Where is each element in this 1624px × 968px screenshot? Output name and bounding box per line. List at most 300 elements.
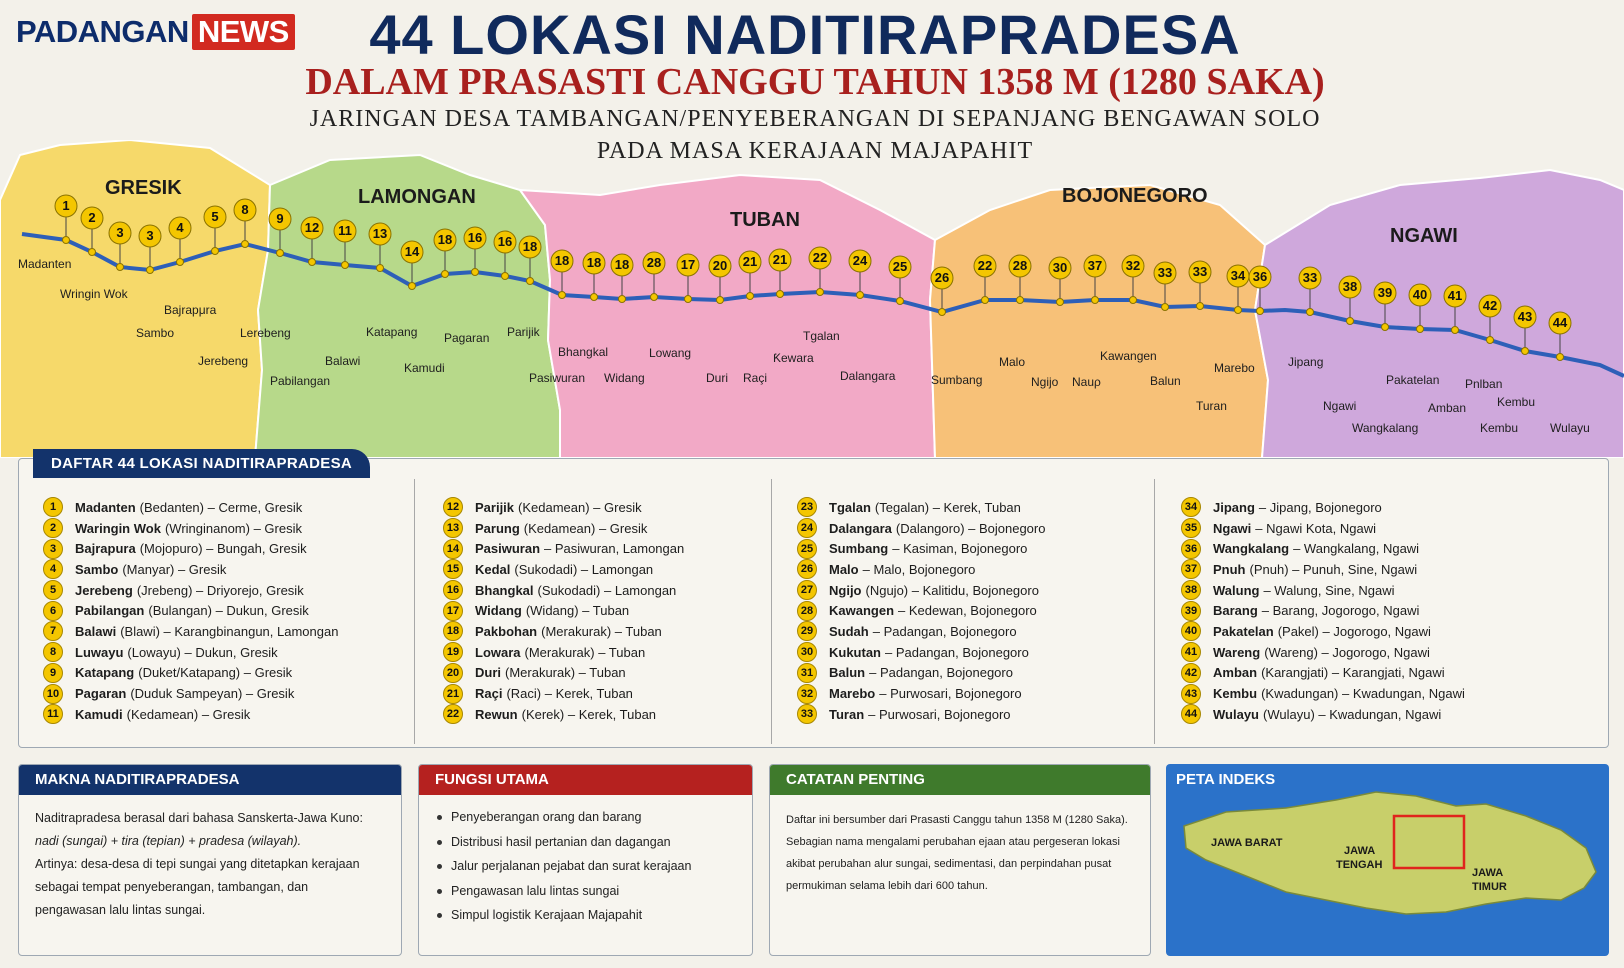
list-item-number: 12 [443,497,463,517]
list-item-name: Malo [829,561,859,577]
marker-number: 22 [977,258,993,273]
list-item-detail: (Sukodadi) – Lamongan [514,561,654,577]
list-item [43,580,338,601]
list-item [797,538,1045,559]
place-label: Bajrapμra [164,303,217,317]
region-bojonegoro-area [930,185,1268,458]
list-item-detail: (Merakurak) – Tuban [524,644,646,660]
list-item [443,704,684,725]
marker-number: 16 [497,234,513,249]
marker-number: 42 [1482,298,1498,313]
marker-number: 33 [1157,265,1173,280]
list-item-number: 13 [443,518,463,538]
marker-number: 25 [892,259,908,274]
list-item-detail: – Wangkalang, Ngawi [1293,541,1420,557]
makna-body [19,795,401,934]
list-item-number: 19 [443,642,463,662]
marker-number: 5 [211,209,219,224]
list-item-detail: (Manyar) – Gresik [122,561,227,577]
marker-number: 28 [1012,258,1028,273]
list-item-detail: (Mojopuro) – Bungah, Gresik [139,541,307,557]
list-item-number: 11 [43,704,63,724]
place-label: Kembu [1480,421,1519,435]
list-item [797,663,1045,684]
place-label: Katapang [366,325,418,339]
fungsi-item: Penyeberangan orang dan barang [435,805,736,830]
marker-number: 41 [1447,288,1463,303]
fungsi-item: Jalur perjalanan pejabat dan surat kerajaan [435,854,736,879]
column-divider [771,479,772,744]
list-item-number: 27 [797,580,817,600]
list-item-number: 24 [797,518,817,538]
fungsi-item: Simpul logistik Kerajaan Majapahit [435,903,736,928]
list-item-number: 38 [1181,580,1201,600]
list-item-name: Bhangkal [475,582,534,598]
list-item [43,642,338,663]
marker-number: 21 [742,254,758,269]
place-label: Kembu [1497,395,1536,409]
place-label: Pagaran [444,331,490,345]
list-item [43,497,338,518]
list-item [43,683,338,704]
list-item-detail: (Merakurak) – Tuban [541,623,662,639]
list-item-detail: – Walung, Sine, Ngawi [1263,582,1395,598]
marker-number: 20 [712,258,728,273]
list-item-number: 9 [43,663,63,683]
marker-number: 26 [934,270,950,285]
place-label: Raçi [743,371,768,385]
marker-number: 37 [1087,258,1103,273]
place-label: Balawi [325,354,361,368]
list-item-detail: – Purwosari, Bojonegoro [868,706,1011,722]
list-item-name: Balawi [75,623,117,639]
list-item-detail: (Jrebeng) – Driyorejo, Gresik [136,582,304,598]
marker-number: 40 [1412,287,1428,302]
index-map-title: PETA INDEKS [1176,771,1276,788]
place-label: Dalangara [840,369,896,383]
list-item-name: Tgalan [829,499,871,515]
marker-number: 11 [338,223,352,238]
makna-box [18,764,402,956]
place-label: Balun [1150,374,1181,388]
list-item [1181,683,1465,704]
list-item [1181,704,1465,725]
list-item [43,518,338,539]
list-item-detail: (Kedamean) – Gresik [126,706,251,722]
marker-number: 44 [1552,315,1568,330]
list-item-number: 20 [443,663,463,683]
list-item-name: Luwayu [75,644,124,660]
list-item-name: Pakbohan [475,623,538,639]
list-item-detail: (Raci) – Kerek, Tuban [506,686,633,702]
place-label: Sambo [136,326,175,340]
index-label-jawa-tengah: TENGAH [1336,859,1383,871]
list-item [1181,642,1465,663]
list-item [443,518,684,539]
list-item [43,704,338,725]
list-item-detail: – Jipang, Bojonegoro [1258,499,1382,515]
makna-title: MAKNA NADITIRAPRADESA [19,765,401,795]
list-item-detail: (Kwadungan) – Kwadungan, Ngawi [1261,686,1465,702]
list-item-name: Pabilangan [75,603,145,619]
list-item-name: Widang [475,603,522,619]
list-item [443,497,684,518]
marker-number: 3 [116,225,124,240]
marker-number: 9 [276,211,284,226]
java-island-shape [1184,792,1596,914]
list-item [1181,663,1465,684]
list-item-number: 30 [797,642,817,662]
list-item-number: 14 [443,539,463,559]
marker-number: 33 [1192,264,1208,279]
region-label-ngawi: NGAWI [1390,225,1458,247]
list-item-detail: (Pakel) – Jogorogo, Ngawi [1277,623,1431,639]
marker-number: 13 [372,226,388,241]
list-item [443,683,684,704]
list-item [797,642,1045,663]
list-item-detail: (Karangjati) – Karangjati, Ngawi [1261,665,1445,681]
logo [16,14,295,50]
index-label-jawa-timur: JAWA [1472,867,1504,879]
list-item [1181,580,1465,601]
place-label: Madanten [18,257,72,271]
list-item-name: Katapang [75,665,135,681]
place-label: Tgalan [803,329,840,343]
list-item-number: 5 [43,580,63,600]
makna-line: Naditrapradesa berasal dari bahasa Sanskerta-Jawa Kuno: [35,811,363,825]
list-item-detail: (Wringinanom) – Gresik [164,520,302,536]
place-label: Widang [604,371,645,385]
makna-line: sebagai tempat penyeberangan, tambangan, dan [35,880,309,894]
index-map-box [1166,764,1609,956]
list-item [797,497,1045,518]
list-item-name: Barang [1213,603,1258,619]
fungsi-body [419,795,752,940]
list-item-number: 31 [797,663,817,683]
list-item-detail: – Padangan, Bojonegoro [872,623,1017,639]
list-item-number: 39 [1181,601,1201,621]
page-subtitle: DALAM PRASASTI CANGGU TAHUN 1358 M (1280 SAKA) [305,61,1325,103]
list-item-number: 36 [1181,539,1201,559]
list-item-name: Sudah [829,623,869,639]
list-item-detail: – Padangan, Bojonegoro [885,644,1029,660]
fungsi-item: Pengawasan lalu lintas sungai [435,879,736,904]
list-item-name: Amban [1213,665,1258,681]
place-label: Amban [1428,401,1467,415]
list-item-number: 16 [443,580,463,600]
marker-number: 18 [437,232,453,247]
marker-number: 3 [146,228,154,243]
list-item [443,538,684,559]
list-item-name: Wangkalang [1213,541,1290,557]
list-item-number: 33 [797,704,817,724]
place-label: Wangkalang [1352,421,1419,435]
place-label: Ngawi [1323,399,1357,413]
place-label: Lowang [649,346,692,360]
list-item-detail: (Lowayu) – Dukun, Gresik [127,644,278,660]
list-column-4 [1181,497,1465,743]
list-item-number: 21 [443,684,463,704]
marker-number: 33 [1302,270,1318,285]
list-item-detail: – Purwosari, Bojonegoro [879,686,1022,702]
list-item-number: 15 [443,559,463,579]
list-item-detail: (Tegalan) – Kerek, Tuban [874,499,1021,515]
list-item-detail: (Bulangan) – Dukun, Gresik [148,603,309,619]
list-item-name: Marebo [829,686,876,702]
region-label-tuban: TUBAN [730,209,800,231]
list-item-detail: – Barang, Jogorogo, Ngawi [1261,603,1420,619]
list-item [797,518,1045,539]
page-tagline-1: JARINGAN DESA TAMBANGAN/PENYEBERANGAN DI SEPANJANG BENGAWAN SOLO [309,106,1321,132]
place-label: Pakatelan [1386,373,1440,387]
list-item-detail: (Wareng) – Jogorogo, Ngawi [1264,644,1430,660]
list-item-name: Wulayu [1213,706,1259,722]
list-item [43,600,338,621]
list-item [443,663,684,684]
list-item [43,663,338,684]
region-label-gresik: GRESIK [105,177,182,199]
location-list-panel [18,455,1609,748]
list-item-number: 34 [1181,497,1201,517]
list-item-name: Walung [1213,582,1260,598]
marker-number: 43 [1517,309,1533,324]
marker-number: 14 [404,244,420,259]
list-item [797,559,1045,580]
marker-number: 18 [554,253,570,268]
list-item [43,559,338,580]
list-item-number: 8 [43,642,63,662]
column-divider [414,479,415,744]
marker-number: 38 [1342,279,1358,294]
list-item-number: 35 [1181,518,1201,538]
list-item-detail: (Wulayu) – Kwadungan, Ngawi [1263,706,1442,722]
list-item-number: 29 [797,621,817,641]
list-item-number: 3 [43,539,63,559]
list-item-number: 17 [443,601,463,621]
list-item-detail: (Duduk Sampeyan) – Gresik [130,686,295,702]
list-item-number: 25 [797,539,817,559]
place-label: Malo [999,355,1026,369]
place-label: Wulayu [1550,421,1590,435]
list-item-detail: (Ngujo) – Kalitidu, Bojonegoro [865,582,1039,598]
marker-number: 22 [812,250,828,265]
list-item-number: 40 [1181,621,1201,641]
catatan-line: permukiman selama lebih dari 600 tahun. [786,880,988,892]
place-label: Duri [706,371,729,385]
list-item-number: 4 [43,559,63,579]
list-item-number: 18 [443,621,463,641]
place-label: Ngijo [1031,375,1059,389]
list-item-name: Lowara [475,644,521,660]
list-item-number: 26 [797,559,817,579]
list-item [1181,497,1465,518]
list-item-name: Pasiwuran [475,541,541,557]
place-label: Marebo [1214,361,1255,375]
list-item [43,538,338,559]
list-item-name: Ngawi [1213,520,1252,536]
catatan-line: Daftar ini bersumber dari Prasasti Canggu tahun 1358 M (1280 Saka). [786,814,1128,826]
list-item-name: Parung [475,520,520,536]
place-label: Jerebeng [198,354,249,368]
list-item-name: Ngijo [829,582,862,598]
list-item-number: 37 [1181,559,1201,579]
makna-line: Artinya: desa-desa di tepi sungai yang ditetapkan kerajaan [35,857,360,871]
list-item [443,559,684,580]
region-tuban-area [520,175,935,458]
marker-number: 39 [1377,285,1393,300]
list-item [1181,518,1465,539]
list-item [797,621,1045,642]
column-divider [1154,479,1155,744]
list-item-name: Turan [829,706,865,722]
place-label: Ƙewara [773,351,814,365]
list-item-detail: (Bedanten) – Cerme, Gresik [139,499,303,515]
list-item [443,621,684,642]
marker-number: 4 [176,220,184,235]
list-item-detail: – Ngawi Kota, Ngawi [1255,520,1376,536]
logo-text-primary: PADANGAN [16,14,189,49]
list-item [1181,538,1465,559]
marker-number: 2 [88,210,96,225]
marker-number: 30 [1052,260,1068,275]
marker-number: 32 [1125,258,1141,273]
list-item-detail: – Kedewan, Bojonegoro [898,603,1037,619]
list-item-detail: (Dalangoro) – Bojonegoro [895,520,1046,536]
list-title: DAFTAR 44 LOKASI NADITIRAPRADESA [33,449,370,478]
list-item-name: Kukutan [829,644,881,660]
list-item [1181,559,1465,580]
list-item-detail: (Pnuh) – Punuh, Sine, Ngawi [1249,561,1418,577]
list-item-name: Rewun [475,706,518,722]
list-item-number: 43 [1181,684,1201,704]
list-item-name: Sumbang [829,541,889,557]
list-item-name: Kembu [1213,686,1258,702]
list-item-number: 23 [797,497,817,517]
list-column-3 [797,497,1045,743]
page-title: 44 LOKASI NADITIRAPRADESA [369,3,1241,66]
place-label: Pabilangan [270,374,331,388]
list-column-2 [443,497,684,743]
place-label: Turan [1196,399,1227,413]
list-item-name: Raçi [475,686,503,702]
marker-number: 18 [614,257,630,272]
list-item-name: Kamudi [75,706,123,722]
list-item-detail: – Padangan, Bojonegoro [869,665,1013,681]
catatan-line: akibat perubahan alur sungai, sedimentasi, dan perpindahan pusat [786,858,1112,870]
list-item-detail: (Blawi) – Karangbinangun, Lamongan [120,623,339,639]
list-item-number: 42 [1181,663,1201,683]
list-item [443,580,684,601]
index-label-jawa-tengah: JAWA [1344,845,1376,857]
list-item-name: Wareng [1213,644,1261,660]
list-item-number: 10 [43,684,63,704]
list-item-name: Pnuh [1213,561,1246,577]
list-item-name: Waringin Wok [75,520,161,536]
makna-line: nadi (sungai) + tira (tepian) + pradesa (wilayah). [35,834,302,848]
place-label: Pnlban [1465,377,1503,391]
list-item-number: 6 [43,601,63,621]
list-item-detail: (Kerek) – Kerek, Tuban [521,706,657,722]
makna-line: pengawasan lalu lintas sungai. [35,903,206,917]
list-column-1 [43,497,338,743]
marker-number: 28 [646,255,662,270]
place-label: Wringin Wok [60,287,128,301]
list-item-name: Pagaran [75,686,127,702]
list-item-detail: – Malo, Bojonegoro [862,561,976,577]
list-item-name: Kawangen [829,603,895,619]
place-label: Jipang [1288,355,1324,369]
list-item-number: 1 [43,497,63,517]
list-item-number: 2 [43,518,63,538]
list-item [797,704,1045,725]
region-label-lamongan: LAMONGAN [358,186,476,208]
place-label: Kawangen [1100,349,1157,363]
list-item-detail: (Kedamean) – Gresik [518,499,642,515]
list-item [1181,621,1465,642]
list-item-name: Jerebeng [75,582,133,598]
marker-number: 8 [241,202,249,217]
place-label: Sumbang [931,373,983,387]
list-item-number: 22 [443,704,463,724]
index-map [1166,764,1609,956]
list-item-detail: – Pasiwuran, Lamongan [544,541,685,557]
place-label: Bhangkal [558,345,609,359]
list-item-number: 44 [1181,704,1201,724]
list-item-detail: (Kedamean) – Gresik [523,520,648,536]
place-label: Kamudi [404,361,445,375]
catatan-line: Sebagian nama mengalami perubahan ejaan atau pergeseran lokasi [786,836,1120,848]
list-item-detail: – Kasiman, Bojonegoro [892,541,1028,557]
list-item-detail: (Merakurak) – Tuban [505,665,626,681]
list-item-name: Pakatelan [1213,623,1274,639]
list-item [797,580,1045,601]
list-item [43,621,338,642]
list-item [1181,600,1465,621]
fungsi-list [435,805,736,928]
place-label: Lerebeng [240,326,291,340]
fungsi-item: Distribusi hasil pertanian dan dagangan [435,830,736,855]
fungsi-title: FUNGSI UTAMA [419,765,752,795]
marker-number: 24 [852,253,868,268]
list-item-name: Parijik [475,499,515,515]
list-item-number: 7 [43,621,63,641]
list-item-name: Sambo [75,561,119,577]
list-item-number: 41 [1181,642,1201,662]
marker-number: 18 [586,255,602,270]
list-item-name: Duri [475,665,501,681]
catatan-box [769,764,1151,956]
marker-number: 17 [680,257,696,272]
marker-number: 21 [772,252,788,267]
list-item [797,683,1045,704]
catatan-body [770,795,1150,911]
place-label: Parijik [507,325,540,339]
list-item-name: Bajrapura [75,541,136,557]
place-label: Nauρ [1072,375,1101,389]
region-label-bojonegoro: BOJONEGORO [1062,185,1208,207]
marker-number: 34 [1230,268,1246,283]
list-item-detail: (Widang) – Tuban [525,603,630,619]
catatan-title: CATATAN PENTING [770,765,1150,795]
fungsi-box [418,764,753,956]
index-label-jawa-timur: TIMUR [1472,881,1507,893]
list-item-name: Jipang [1213,499,1255,515]
list-item-detail: (Sukodadi) – Lamongan [537,582,677,598]
marker-number: 16 [467,230,483,245]
marker-number: 18 [522,239,538,254]
list-item [443,642,684,663]
list-item-name: Kedal [475,561,511,577]
